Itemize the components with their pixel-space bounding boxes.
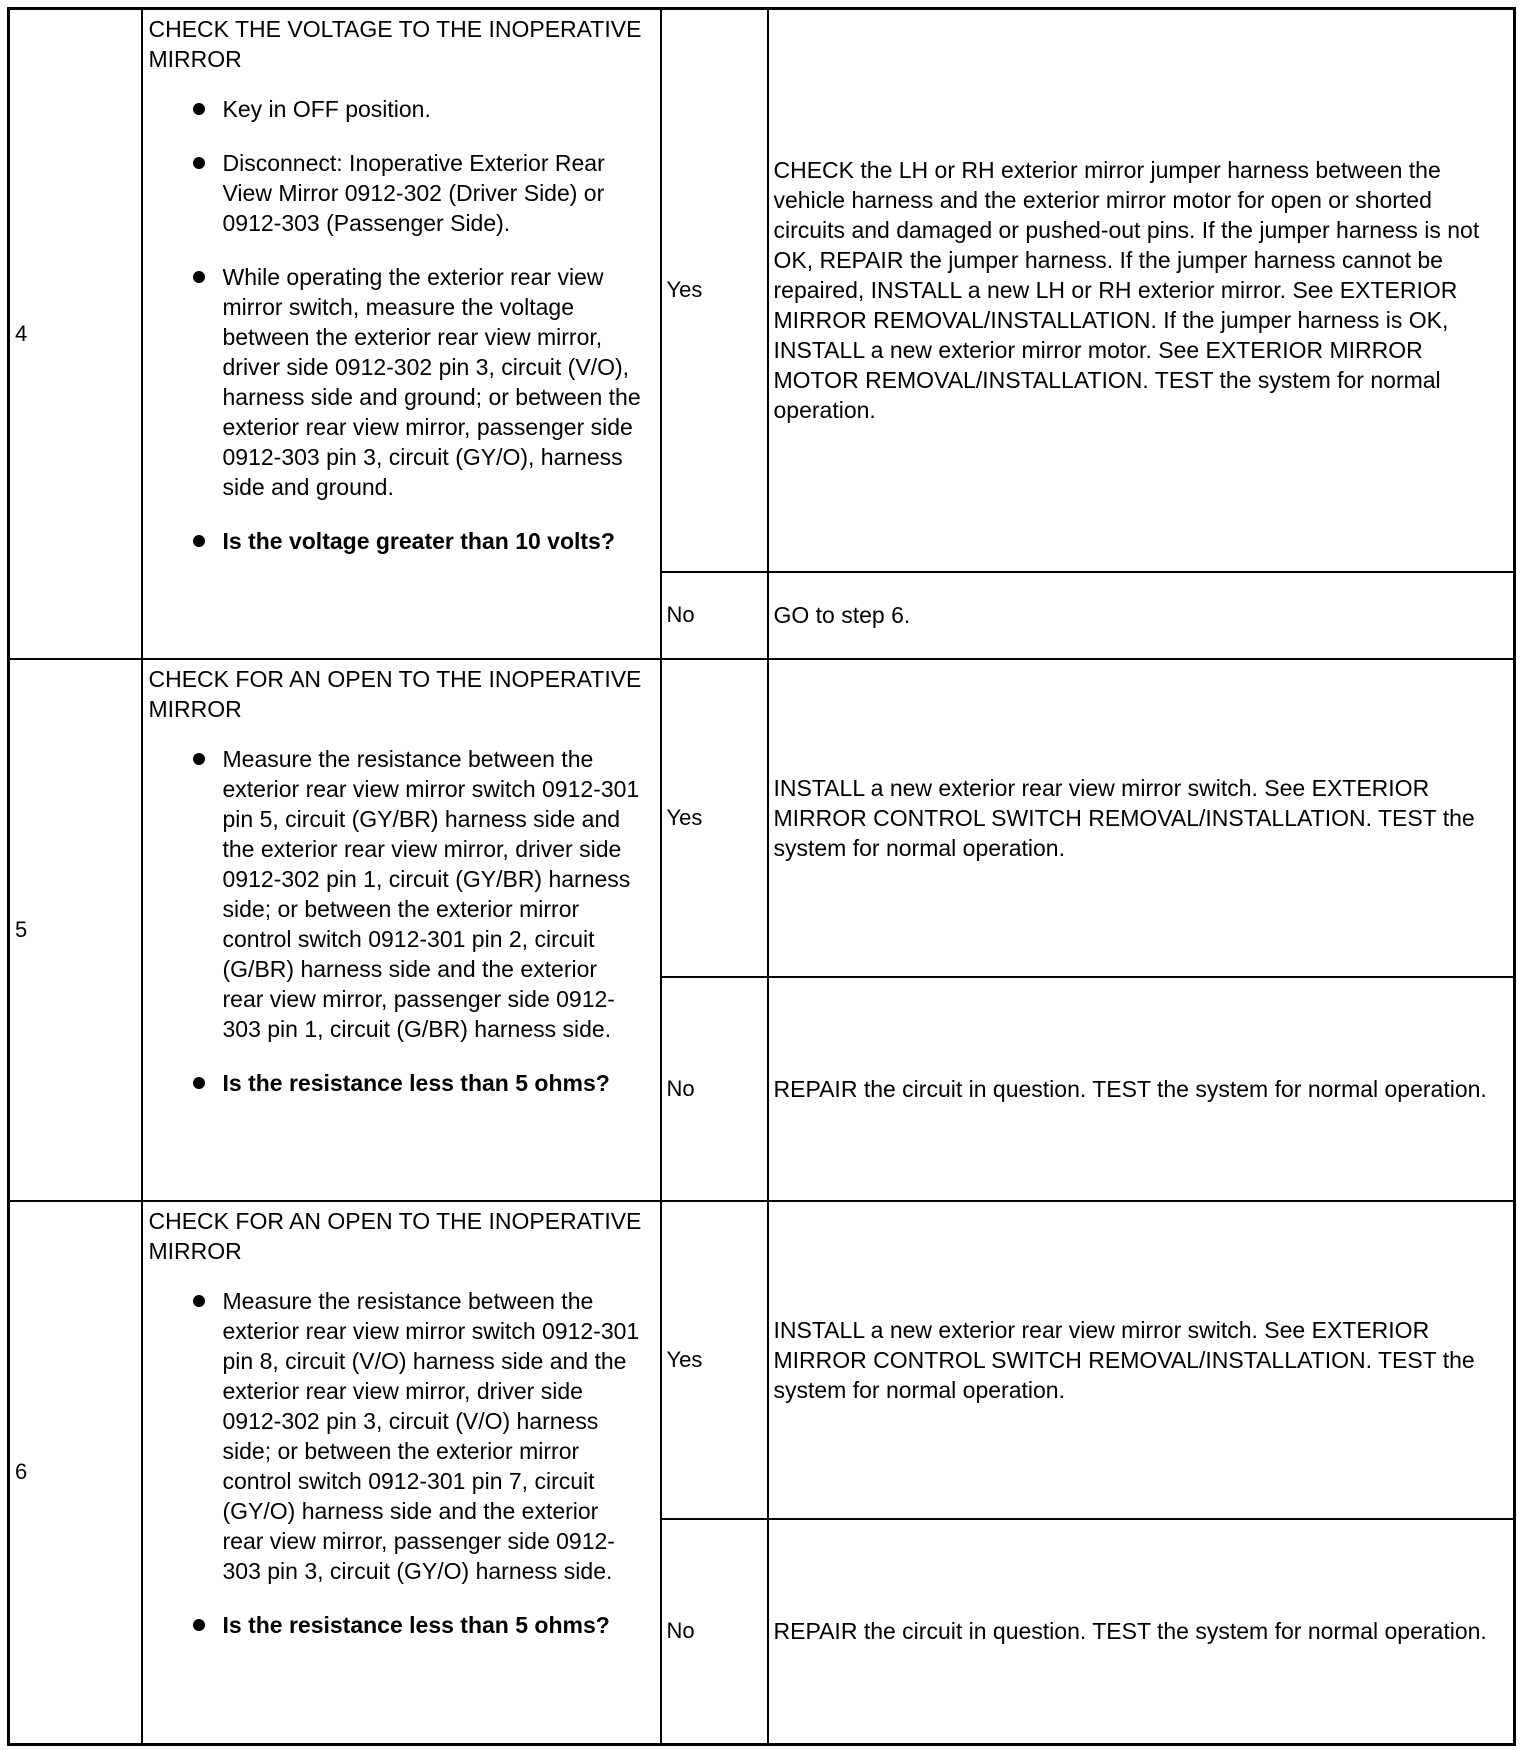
step-6-no-label: No (661, 1519, 768, 1745)
step-4-question (193, 526, 644, 556)
step-4-bullet-1-text: Key in OFF position. (222, 96, 431, 122)
bullet-icon (193, 753, 205, 765)
bullet-icon (193, 157, 205, 169)
step-6-question (193, 1610, 644, 1640)
step-6-title: CHECK FOR AN OPEN TO THE INOPERATIVE MIRROR (148, 1207, 642, 1264)
step-4-number: 4 (9, 9, 142, 659)
step-6-yes-row (9, 1201, 1515, 1519)
step-5-bullet-list (149, 744, 654, 1098)
step-6-no-result: REPAIR the circuit in question. TEST the system for normal operation. (768, 1519, 1515, 1745)
step-4-bullet-3 (193, 262, 644, 502)
step-5-yes-row (9, 659, 1515, 977)
step-4-yes-row (9, 9, 1515, 572)
step-4-bullet-2-text: Disconnect: Inoperative Exterior Rear View Mirror 0912-302 (Driver Side) or 0912-303 (Passenger Side). (222, 150, 605, 236)
step-6-yes-result: INSTALL a new exterior rear view mirror switch. See EXTERIOR MIRROR CONTROL SWITCH REMOVAL/INSTALLATION. TEST the system for normal operation. (768, 1201, 1515, 1519)
step-4-bullet-3-text: While operating the exterior rear view mirror switch, measure the voltage between the exterior rear view mirror, driver side 0912-302 pin 3, circuit (V/O), harness side and ground; or between the exterior rear view mirror, passenger side 0912-303 pin 3, circuit (GY/O), harness side and ground. (222, 264, 641, 500)
step-6-bullet-1-text: Measure the resistance between the exterior rear view mirror switch 0912-301 pin 8, circuit (V/O) harness side and the exterior rear view mirror, driver side 0912-302 pin 3, circuit (V/O) harness side; or between the exterior mirror control switch 0912-301 pin 7, circuit (GY/O) harness side and the exterior rear view mirror, passenger side 0912-303 pin 3, circuit (GY/O) harness side. (222, 1287, 640, 1584)
diagnostic-table (7, 7, 1516, 1746)
step-6-yes-label: Yes (661, 1201, 768, 1519)
step-4-bullet-2 (193, 148, 644, 238)
bullet-icon (193, 1077, 205, 1089)
step-4-yes-label: Yes (661, 9, 768, 572)
step-5-no-label: No (661, 977, 768, 1201)
step-5-bullet-1 (193, 744, 644, 1044)
step-5-question-text: Is the resistance less than 5 ohms? (222, 1069, 610, 1096)
step-4-bullet-1 (193, 94, 644, 124)
step-5-yes-result: INSTALL a new exterior rear view mirror switch. See EXTERIOR MIRROR CONTROL SWITCH REMOVAL/INSTALLATION. TEST the system for normal operation. (768, 659, 1515, 977)
bullet-icon (193, 1619, 205, 1631)
bullet-icon (193, 271, 205, 283)
step-4-yes-result: CHECK the LH or RH exterior mirror jumper harness between the vehicle harness and the exterior mirror motor for open or shorted circuits and damaged or pushed-out pins. If the jumper harness is not OK, REPAIR the jumper harness. If the jumper harness cannot be repaired, INSTALL a new LH or RH exterior mirror. See EXTERIOR MIRROR REMOVAL/INSTALLATION. If the jumper harness is OK, INSTALL a new exterior mirror motor. See EXTERIOR MIRROR MOTOR REMOVAL/INSTALLATION. TEST the system for normal operation. (768, 9, 1515, 572)
bullet-icon (193, 535, 205, 547)
step-5-yes-label: Yes (661, 659, 768, 977)
step-6-question-text: Is the resistance less than 5 ohms? (222, 1611, 610, 1638)
step-5-bullet-1-text: Measure the resistance between the exterior rear view mirror switch 0912-301 pin 5, circuit (GY/BR) harness side and the exterior rear view mirror, driver side 0912-302 pin 1, circuit (GY/BR) harness side; or between the exterior mirror control switch 0912-301 pin 2, circuit (G/BR) harness side and the exterior rear view mirror, passenger side 0912-303 pin 1, circuit (G/BR) harness side. (222, 745, 640, 1042)
step-6-bullet-list (149, 1286, 654, 1640)
step-5-title: CHECK FOR AN OPEN TO THE INOPERATIVE MIRROR (148, 665, 642, 722)
step-5-number: 5 (9, 659, 142, 1201)
bullet-icon (193, 103, 205, 115)
step-4-question-text: Is the voltage greater than 10 volts? (222, 528, 615, 554)
step-5-no-result: REPAIR the circuit in question. TEST the system for normal operation. (768, 977, 1515, 1201)
step-4-action (142, 9, 661, 659)
step-5-action (142, 659, 661, 1201)
bullet-icon (193, 1295, 205, 1307)
step-4-no-result: GO to step 6. (768, 572, 1515, 659)
step-4-bullet-list (149, 94, 654, 556)
step-6-number: 6 (9, 1201, 142, 1745)
step-4-title: CHECK THE VOLTAGE TO THE INOPERATIVE MIRROR (148, 16, 642, 72)
step-6-action (142, 1201, 661, 1745)
step-6-bullet-1 (193, 1286, 644, 1586)
step-5-question (193, 1068, 644, 1098)
step-4-no-label: No (661, 572, 768, 659)
